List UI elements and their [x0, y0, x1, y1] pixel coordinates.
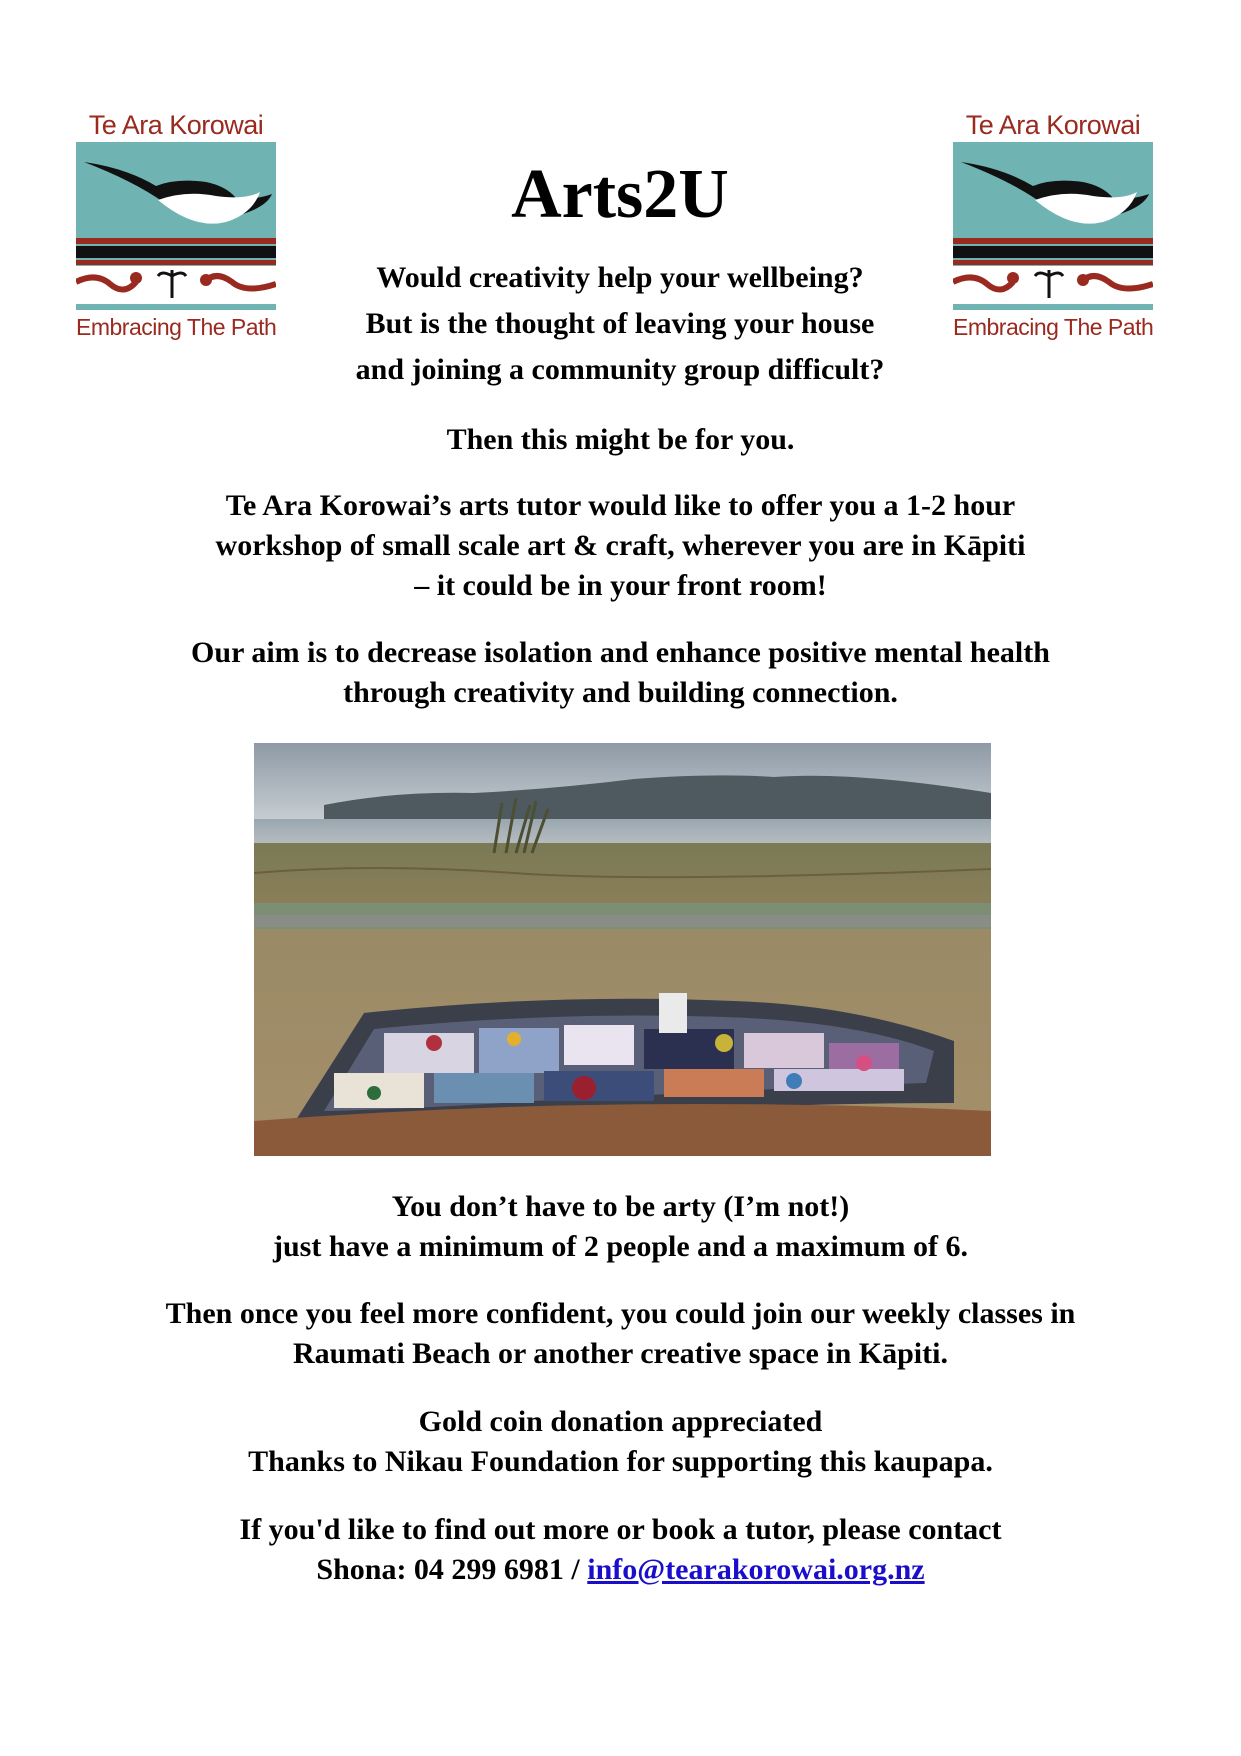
- offer-line: Te Ara Korowai’s arts tutor would like to offer you a 1-2 hour: [225, 489, 1016, 522]
- contact-details: [60, 1550, 1181, 1590]
- aim-paragraph: [60, 633, 1181, 713]
- beach-craft-table-photo: [254, 743, 991, 1156]
- intro-line: But is the thought of leaving your house: [365, 307, 875, 340]
- contact-line: If you'd like to find out more or book a tutor, please contact: [239, 1513, 1002, 1546]
- whale-emblem-icon: [953, 142, 1153, 310]
- contact-paragraph: [60, 1510, 1181, 1590]
- arty-paragraph: [60, 1187, 1181, 1267]
- arty-line: just have a minimum of 2 people and a maximum of 6.: [272, 1230, 969, 1263]
- aim-line: through creativity and building connection.: [343, 676, 898, 709]
- offer-line: workshop of small scale art & craft, wherever you are in Kāpiti: [215, 529, 1026, 562]
- intro-line: Would creativity help your wellbeing?: [376, 261, 864, 294]
- offer-paragraph: [60, 486, 1181, 606]
- donation-line: Gold coin donation appreciated: [418, 1405, 823, 1438]
- donation-paragraph: [60, 1402, 1181, 1482]
- confident-line: Raumati Beach or another creative space in Kāpiti.: [293, 1337, 948, 1370]
- arty-line: You don’t have to be arty (I’m not!): [391, 1190, 850, 1223]
- logo-tagline: Embracing The Path: [953, 314, 1154, 340]
- intro-line: and joining a community group difficult?: [355, 353, 885, 386]
- logo-tagline: Embracing The Path: [76, 314, 277, 340]
- email-link[interactable]: info@tearakorowai.org.nz: [587, 1553, 925, 1586]
- logo-org-name: Te Ara Korowai: [965, 110, 1141, 140]
- lead-line: Then this might be for you.: [446, 423, 795, 456]
- contact-phone: Shona: 04 299 6981 /: [316, 1553, 588, 1586]
- intro-questions: [300, 255, 940, 393]
- confident-paragraph: [60, 1294, 1181, 1374]
- offer-line: – it could be in your front room!: [414, 569, 827, 602]
- logo-org-name: Te Ara Korowai: [88, 110, 264, 140]
- confident-line: Then once you feel more confident, you could join our weekly classes in: [165, 1297, 1076, 1330]
- lead-text: [60, 420, 1181, 460]
- logo-right: [953, 108, 1153, 348]
- aim-line: Our aim is to decrease isolation and enhance positive mental health: [191, 636, 1050, 669]
- logo-left: [76, 108, 276, 348]
- donation-line: Thanks to Nikau Foundation for supporting this kaupapa.: [248, 1445, 993, 1478]
- whale-emblem-icon: [76, 142, 276, 310]
- page-title: Arts2U: [511, 156, 729, 233]
